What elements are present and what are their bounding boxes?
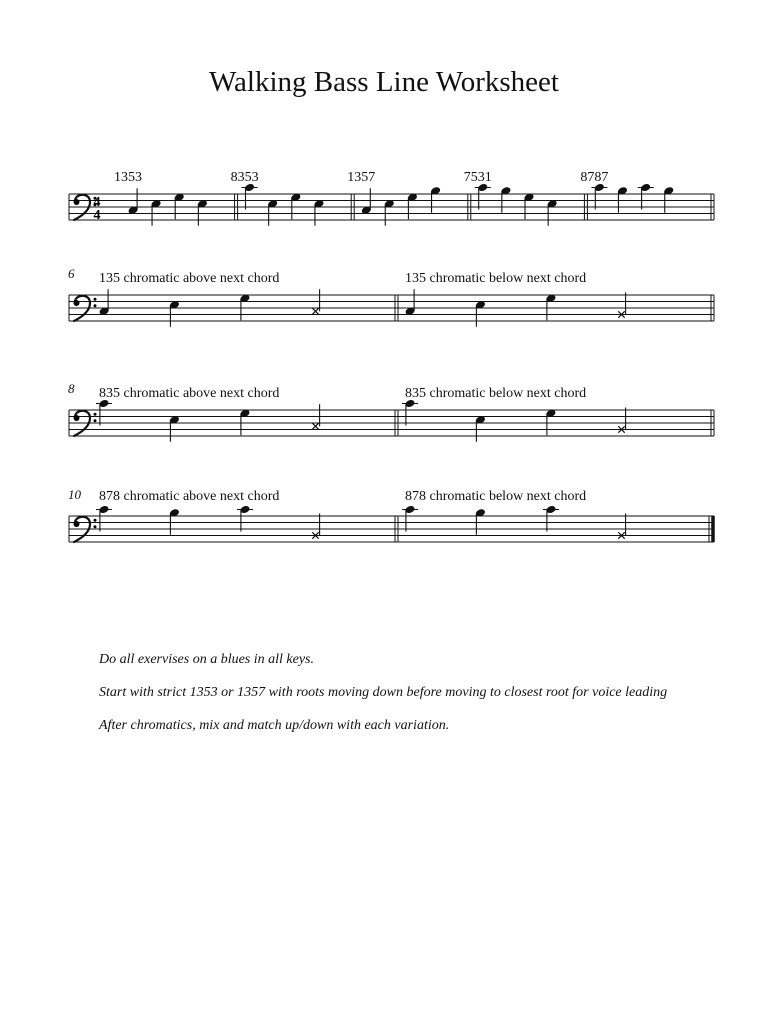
bass-clef-dot — [94, 419, 97, 422]
measure-label: 7531 — [463, 170, 492, 185]
bass-clef-dot — [74, 300, 80, 306]
measure-number: 6 — [68, 266, 75, 281]
instruction-line-1: Do all exervises on a blues in all keys. — [99, 652, 315, 667]
instruction-line-3: After chromatics, mix and match up/down with each variation. — [99, 718, 450, 733]
measure — [402, 386, 714, 442]
bass-clef-dot — [74, 521, 80, 527]
measure — [114, 170, 238, 226]
worksheet-title: Walking Bass Line Worksheet — [209, 66, 559, 98]
staff-system — [69, 170, 714, 226]
staff-system — [68, 266, 714, 327]
bass-clef-dot — [74, 199, 80, 205]
instruction-line-2: Start with strict 1353 or 1357 with roots moving down before moving to closest root for voice leading — [99, 685, 668, 700]
bass-clef-dot — [94, 413, 97, 416]
x-notehead — [312, 308, 318, 314]
measure-label: 135 chromatic above next chord — [99, 271, 280, 286]
measure — [96, 386, 398, 442]
bass-clef-dot — [94, 525, 97, 528]
measure-label: 1357 — [347, 170, 376, 185]
measure-label: 8353 — [230, 170, 259, 185]
measure-label: 835 chromatic below next chord — [405, 386, 587, 401]
measure-label: 1353 — [114, 170, 142, 185]
measure-number: 10 — [68, 487, 81, 502]
measure — [231, 170, 355, 226]
measure-label: 878 chromatic above next chord — [99, 489, 280, 504]
bass-clef-dot — [74, 415, 80, 421]
measure-label: 835 chromatic above next chord — [99, 386, 280, 401]
measure-label: 135 chromatic below next chord — [405, 271, 587, 286]
staff-system — [68, 487, 714, 542]
measure — [347, 170, 471, 226]
measure — [98, 271, 398, 327]
x-notehead — [312, 423, 318, 429]
bass-clef-dot — [94, 298, 97, 301]
measure — [580, 170, 714, 220]
measure-label: 8787 — [580, 170, 609, 185]
time-signature-top: 4 — [93, 195, 101, 210]
time-signature-bottom: 4 — [93, 208, 101, 223]
bass-clef-dot — [94, 519, 97, 522]
measure-number: 8 — [68, 381, 75, 396]
staff-system — [68, 381, 714, 442]
bass-clef-dot — [94, 304, 97, 307]
measure — [464, 170, 588, 226]
instructions — [99, 652, 667, 751]
measure — [404, 271, 714, 327]
measure-label: 878 chromatic below next chord — [405, 489, 587, 504]
